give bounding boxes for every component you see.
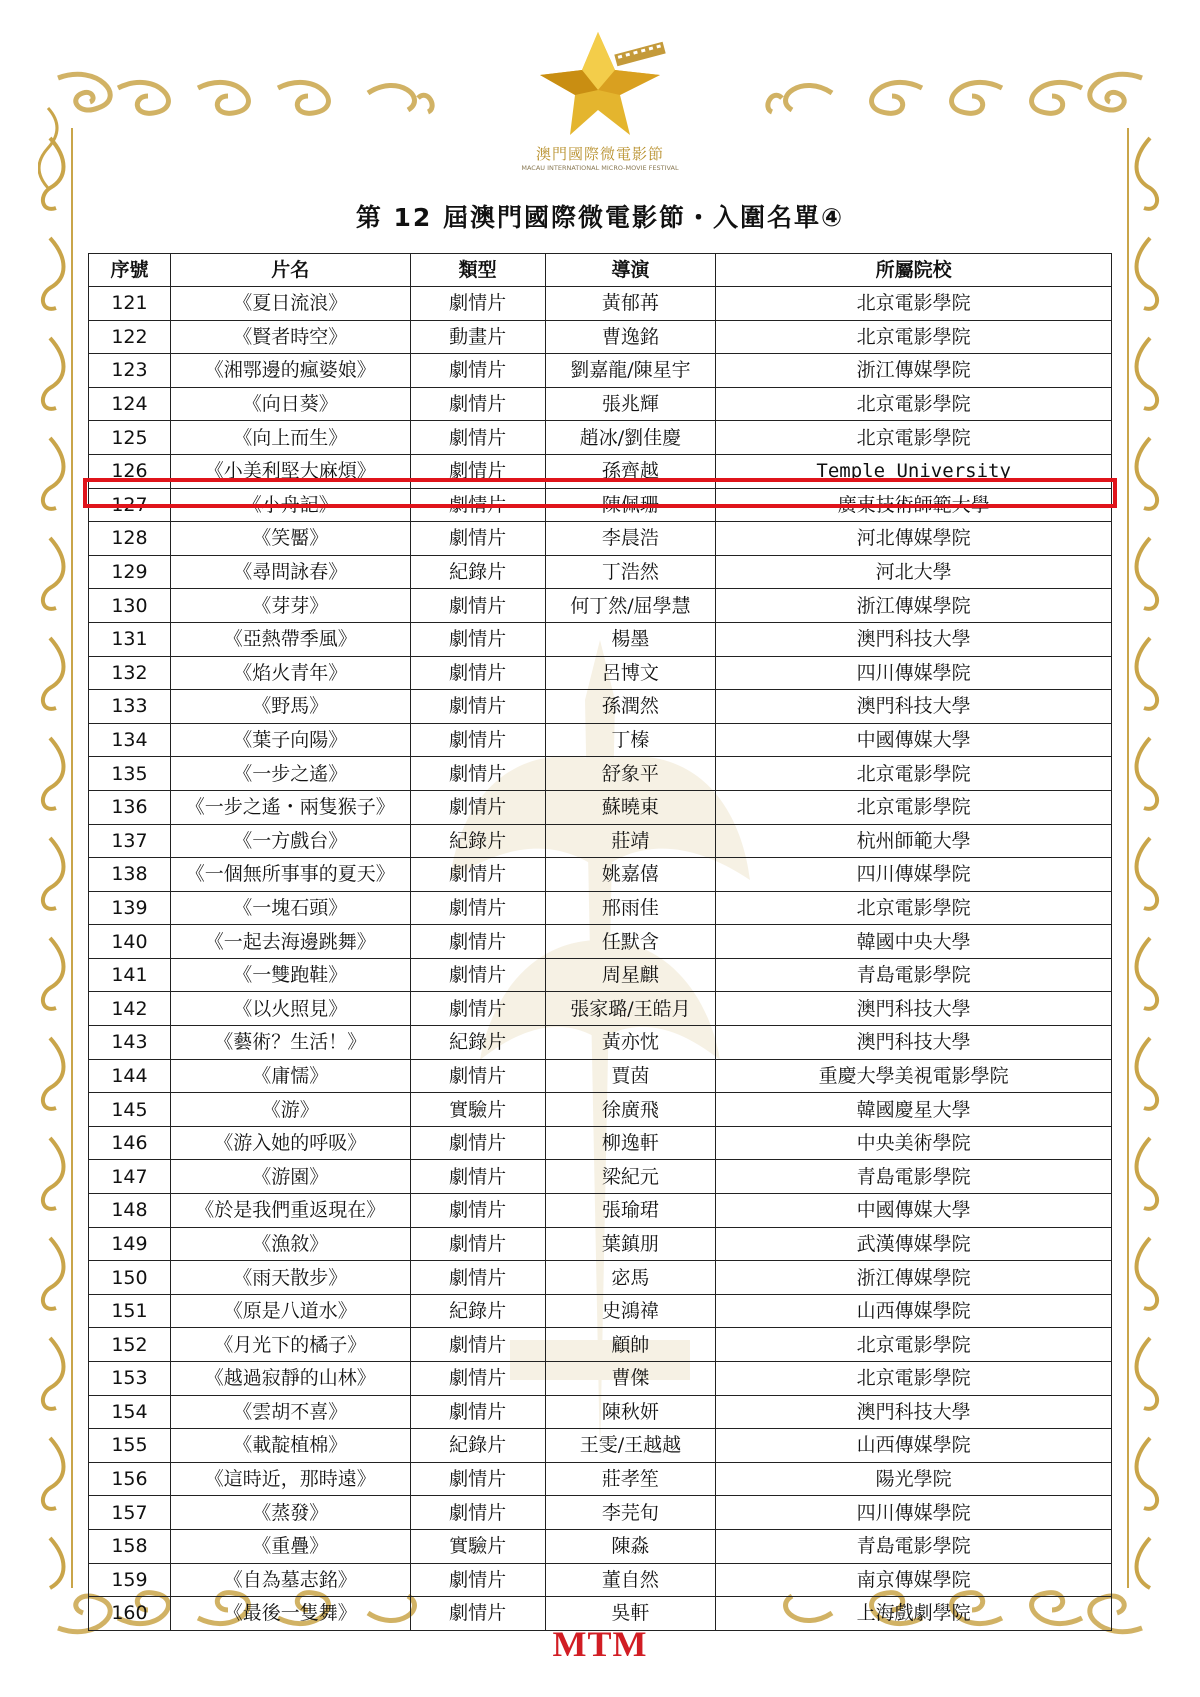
table-row: [89, 1126, 1112, 1160]
header-genre: 類型: [410, 254, 545, 287]
cell-genre: 實驗片: [410, 1529, 545, 1563]
cell-title: 《以火照見》: [170, 992, 410, 1026]
cell-school: 澳門科技大學: [716, 1395, 1112, 1429]
cell-school: 重慶大學美視電影學院: [716, 1059, 1112, 1093]
cell-number: 126: [89, 454, 171, 488]
highlighted-row-box: [83, 478, 1117, 508]
cell-title: 《一個無所事事的夏天》: [170, 858, 410, 892]
cell-title: 《庸懦》: [170, 1059, 410, 1093]
table-row: [89, 1059, 1112, 1093]
table-row: [89, 287, 1112, 321]
cell-number: 141: [89, 958, 171, 992]
cell-school: 上海戲劇學院: [716, 1597, 1112, 1631]
cell-title: 《小美利堅大麻煩》: [170, 454, 410, 488]
cell-school: 陽光學院: [716, 1462, 1112, 1496]
cell-genre: 劇情片: [410, 1395, 545, 1429]
cell-school: 河北大學: [716, 555, 1112, 589]
cell-number: 125: [89, 421, 171, 455]
cell-genre: 劇情片: [410, 858, 545, 892]
cell-director: 陳秋妍: [545, 1395, 716, 1429]
cell-genre: 劇情片: [410, 891, 545, 925]
cell-school: 北京電影學院: [716, 421, 1112, 455]
cell-school: 四川傳媒學院: [716, 858, 1112, 892]
table-row: [89, 891, 1112, 925]
cell-number: 137: [89, 824, 171, 858]
cell-director: 任默含: [545, 925, 716, 959]
cell-title: 《笑靨》: [170, 522, 410, 556]
table-row: [89, 421, 1112, 455]
cell-number: 134: [89, 723, 171, 757]
table-row: [89, 555, 1112, 589]
table-header-row: [89, 254, 1112, 287]
cell-genre: 劇情片: [410, 790, 545, 824]
table-row: [89, 1227, 1112, 1261]
cell-genre: 劇情片: [410, 287, 545, 321]
cell-school: 四川傳媒學院: [716, 1496, 1112, 1530]
header-number: 序號: [89, 254, 171, 287]
table-row: [89, 790, 1112, 824]
cell-title: 《向日葵》: [170, 387, 410, 421]
cell-genre: 劇情片: [410, 589, 545, 623]
cell-genre: 劇情片: [410, 925, 545, 959]
table-row: [89, 690, 1112, 724]
cell-school: 中央美術學院: [716, 1126, 1112, 1160]
cell-title: 《游入她的呼吸》: [170, 1126, 410, 1160]
cell-director: 柳逸軒: [545, 1126, 716, 1160]
cell-school: 廣東技術師範大學: [716, 488, 1112, 522]
cell-director: 董自然: [545, 1563, 716, 1597]
page-title: 第 12 屆澳門國際微電影節・入圍名單④: [355, 203, 845, 232]
cell-title: 《自為墓志銘》: [170, 1563, 410, 1597]
cell-director: 曹傑: [545, 1362, 716, 1396]
cell-title: 《一步之遙・兩隻猴子》: [170, 790, 410, 824]
header-director: 導演: [545, 254, 716, 287]
logo-chinese-name: 澳門國際微電影節: [535, 145, 664, 163]
cell-school: 中國傳媒大學: [716, 723, 1112, 757]
cell-director: 葉鎮朋: [545, 1227, 716, 1261]
table-row: [89, 1194, 1112, 1228]
cell-title: 《載靛植棉》: [170, 1429, 410, 1463]
table-row: [89, 1529, 1112, 1563]
table-row: [89, 1261, 1112, 1295]
cell-genre: 劇情片: [410, 1194, 545, 1228]
nominee-table: [88, 253, 1112, 1631]
cell-school: 北京電影學院: [716, 287, 1112, 321]
cell-genre: 劇情片: [410, 488, 545, 522]
cell-school: 南京傳媒學院: [716, 1563, 1112, 1597]
cell-title: 《焰火青年》: [170, 656, 410, 690]
cell-director: 顧帥: [545, 1328, 716, 1362]
cell-number: 138: [89, 858, 171, 892]
cell-director: 邢雨佳: [545, 891, 716, 925]
cell-title: 《月光下的橘子》: [170, 1328, 410, 1362]
cell-genre: 劇情片: [410, 757, 545, 791]
cell-title: 《一塊石頭》: [170, 891, 410, 925]
cell-title: 《賢者時空》: [170, 320, 410, 354]
cell-director: 李芫旬: [545, 1496, 716, 1530]
cell-genre: 劇情片: [410, 1563, 545, 1597]
cell-title: 《雨天散步》: [170, 1261, 410, 1295]
cell-genre: 劇情片: [410, 958, 545, 992]
header-school: 所屬院校: [716, 254, 1112, 287]
cell-director: 李晨浩: [545, 522, 716, 556]
cell-director: 張瑜珺: [545, 1194, 716, 1228]
cell-title: 《小舟記》: [170, 488, 410, 522]
cell-director: 何丁然/屈學慧: [545, 589, 716, 623]
cell-genre: 劇情片: [410, 723, 545, 757]
cell-school: 浙江傳媒學院: [716, 1261, 1112, 1295]
cell-number: 124: [89, 387, 171, 421]
cell-number: 157: [89, 1496, 171, 1530]
cell-director: 孫齊越: [545, 454, 716, 488]
cell-director: 舒象平: [545, 757, 716, 791]
cell-director: 周星麒: [545, 958, 716, 992]
cell-director: 黃亦忱: [545, 1026, 716, 1060]
cell-director: 梁紀元: [545, 1160, 716, 1194]
cell-title: 《蒸發》: [170, 1496, 410, 1530]
cell-director: 史鴻禕: [545, 1294, 716, 1328]
cell-school: 青島電影學院: [716, 1160, 1112, 1194]
cell-genre: 劇情片: [410, 387, 545, 421]
cell-title: 《葉子向陽》: [170, 723, 410, 757]
cell-genre: 劇情片: [410, 622, 545, 656]
cell-genre: 劇情片: [410, 992, 545, 1026]
cell-title: 《漁敘》: [170, 1227, 410, 1261]
cell-school: 北京電影學院: [716, 757, 1112, 791]
cell-number: 127: [89, 488, 171, 522]
table-row: [89, 1362, 1112, 1396]
cell-school: 山西傳媒學院: [716, 1429, 1112, 1463]
cell-number: 139: [89, 891, 171, 925]
cell-school: 澳門科技大學: [716, 1026, 1112, 1060]
cell-director: 莊靖: [545, 824, 716, 858]
cell-director: 吳軒: [545, 1597, 716, 1631]
table-row: [89, 656, 1112, 690]
cell-number: 145: [89, 1093, 171, 1127]
cell-genre: 劇情片: [410, 1261, 545, 1295]
cell-number: 122: [89, 320, 171, 354]
cell-genre: 紀錄片: [410, 1429, 545, 1463]
cell-number: 158: [89, 1529, 171, 1563]
cell-number: 147: [89, 1160, 171, 1194]
cell-genre: 劇情片: [410, 421, 545, 455]
cell-school: 山西傳媒學院: [716, 1294, 1112, 1328]
cell-director: 陳淼: [545, 1529, 716, 1563]
cell-director: 賈茵: [545, 1059, 716, 1093]
cell-school: 北京電影學院: [716, 387, 1112, 421]
table-row: [89, 1026, 1112, 1060]
cell-director: 丁浩然: [545, 555, 716, 589]
cell-number: 140: [89, 925, 171, 959]
cell-title: 《一起去海邊跳舞》: [170, 925, 410, 959]
cell-title: 《最後一隻舞》: [170, 1597, 410, 1631]
cell-genre: 劇情片: [410, 690, 545, 724]
logo-english-name: MACAU INTERNATIONAL MICRO-MOVIE FESTIVAL: [521, 164, 679, 172]
table-row: [89, 757, 1112, 791]
cell-genre: 劇情片: [410, 1362, 545, 1396]
cell-title: 《於是我們重返現在》: [170, 1194, 410, 1228]
cell-director: 孫潤然: [545, 690, 716, 724]
cell-school: 北京電影學院: [716, 1328, 1112, 1362]
cell-genre: 劇情片: [410, 656, 545, 690]
cell-title: 《湘鄂邊的瘋婆娘》: [170, 354, 410, 388]
cell-number: 151: [89, 1294, 171, 1328]
cell-director: 趙冰/劉佳慶: [545, 421, 716, 455]
cell-title: 《芽芽》: [170, 589, 410, 623]
cell-school: 青島電影學院: [716, 1529, 1112, 1563]
cell-genre: 劇情片: [410, 354, 545, 388]
cell-genre: 劇情片: [410, 1462, 545, 1496]
cell-director: 丁榛: [545, 723, 716, 757]
cell-school: 河北傳媒學院: [716, 522, 1112, 556]
cell-number: 155: [89, 1429, 171, 1463]
cell-number: 121: [89, 287, 171, 321]
cell-number: 149: [89, 1227, 171, 1261]
cell-title: 《越過寂靜的山林》: [170, 1362, 410, 1396]
cell-school: Temple University: [716, 454, 1112, 488]
table-row: [89, 1093, 1112, 1127]
cell-title: 《游》: [170, 1093, 410, 1127]
cell-school: 澳門科技大學: [716, 690, 1112, 724]
table-row: [89, 1496, 1112, 1530]
cell-genre: 實驗片: [410, 1093, 545, 1127]
cell-title: 《雲胡不喜》: [170, 1395, 410, 1429]
cell-number: 150: [89, 1261, 171, 1295]
table-row: [89, 992, 1112, 1026]
cell-director: 楊墨: [545, 622, 716, 656]
cell-title: 《這時近，那時遠》: [170, 1462, 410, 1496]
cell-number: 142: [89, 992, 171, 1026]
star-logo-icon: [520, 30, 680, 140]
cell-school: 北京電影學院: [716, 1362, 1112, 1396]
table-row: [89, 723, 1112, 757]
cell-director: 張兆輝: [545, 387, 716, 421]
table-row: [89, 1462, 1112, 1496]
table-row: [89, 1563, 1112, 1597]
cell-school: 中國傳媒大學: [716, 1194, 1112, 1228]
cell-title: 《尋問詠春》: [170, 555, 410, 589]
cell-title: 《一雙跑鞋》: [170, 958, 410, 992]
table-row: [89, 1160, 1112, 1194]
table-row: [89, 1429, 1112, 1463]
cell-title: 《夏日流浪》: [170, 287, 410, 321]
cell-school: 武漢傳媒學院: [716, 1227, 1112, 1261]
table-row: [89, 387, 1112, 421]
cell-genre: 紀錄片: [410, 555, 545, 589]
cell-school: 澳門科技大學: [716, 992, 1112, 1026]
cell-number: 129: [89, 555, 171, 589]
cell-genre: 紀錄片: [410, 824, 545, 858]
cell-director: 曹逸銘: [545, 320, 716, 354]
table-row: [89, 1294, 1112, 1328]
cell-number: 160: [89, 1597, 171, 1631]
cell-number: 136: [89, 790, 171, 824]
cell-title: 《原是八道水》: [170, 1294, 410, 1328]
cell-genre: 劇情片: [410, 1227, 545, 1261]
cell-director: 呂博文: [545, 656, 716, 690]
cell-school: 青島電影學院: [716, 958, 1112, 992]
cell-genre: 劇情片: [410, 1059, 545, 1093]
cell-title: 《一步之遙》: [170, 757, 410, 791]
cell-genre: 劇情片: [410, 1160, 545, 1194]
cell-school: 四川傳媒學院: [716, 656, 1112, 690]
cell-title: 《藝術？生活！》: [170, 1026, 410, 1060]
cell-number: 152: [89, 1328, 171, 1362]
table-row: [89, 1328, 1112, 1362]
cell-director: 陳佩珊: [545, 488, 716, 522]
cell-director: 劉嘉龍/陳星宇: [545, 354, 716, 388]
cell-director: 徐廣飛: [545, 1093, 716, 1127]
cell-number: 153: [89, 1362, 171, 1396]
cell-genre: 劇情片: [410, 522, 545, 556]
header-title: 片名: [170, 254, 410, 287]
cell-school: 韓國中央大學: [716, 925, 1112, 959]
cell-genre: 劇情片: [410, 1597, 545, 1631]
cell-school: 澳門科技大學: [716, 622, 1112, 656]
cell-title: 《游園》: [170, 1160, 410, 1194]
mtm-brand: MTM: [552, 1624, 648, 1664]
cell-number: 132: [89, 656, 171, 690]
table-row: [89, 589, 1112, 623]
cell-director: 姚嘉僖: [545, 858, 716, 892]
cell-school: 浙江傳媒學院: [716, 354, 1112, 388]
cell-genre: 劇情片: [410, 1126, 545, 1160]
cell-director: 黃郁苒: [545, 287, 716, 321]
cell-genre: 劇情片: [410, 1496, 545, 1530]
table-row: [89, 622, 1112, 656]
cell-genre: 紀錄片: [410, 1026, 545, 1060]
cell-number: 146: [89, 1126, 171, 1160]
festival-logo: [520, 30, 680, 170]
table-row: [89, 320, 1112, 354]
cell-school: 浙江傳媒學院: [716, 589, 1112, 623]
cell-number: 143: [89, 1026, 171, 1060]
cell-director: 王雯/王越越: [545, 1429, 716, 1463]
cell-school: 杭州師範大學: [716, 824, 1112, 858]
cell-director: 莊孝笙: [545, 1462, 716, 1496]
cell-school: 北京電影學院: [716, 790, 1112, 824]
cell-number: 144: [89, 1059, 171, 1093]
cell-genre: 紀錄片: [410, 1294, 545, 1328]
cell-genre: 劇情片: [410, 1328, 545, 1362]
cell-number: 159: [89, 1563, 171, 1597]
cell-title: 《向上而生》: [170, 421, 410, 455]
table-row: [89, 958, 1112, 992]
cell-school: 韓國慶星大學: [716, 1093, 1112, 1127]
cell-number: 135: [89, 757, 171, 791]
table-row: [89, 925, 1112, 959]
table-row: [89, 354, 1112, 388]
cell-title: 《野馬》: [170, 690, 410, 724]
cell-number: 123: [89, 354, 171, 388]
cell-number: 148: [89, 1194, 171, 1228]
cell-school: 北京電影學院: [716, 891, 1112, 925]
cell-genre: 劇情片: [410, 454, 545, 488]
cell-school: 北京電影學院: [716, 320, 1112, 354]
cell-director: 宓馬: [545, 1261, 716, 1295]
cell-title: 《重疊》: [170, 1529, 410, 1563]
cell-number: 128: [89, 522, 171, 556]
cell-genre: 動畫片: [410, 320, 545, 354]
cell-number: 131: [89, 622, 171, 656]
cell-director: 張家璐/王皓月: [545, 992, 716, 1026]
cell-number: 130: [89, 589, 171, 623]
cell-number: 154: [89, 1395, 171, 1429]
cell-number: 133: [89, 690, 171, 724]
table-row: [89, 858, 1112, 892]
table-row: [89, 1395, 1112, 1429]
cell-title: 《一方戲台》: [170, 824, 410, 858]
table-row: [89, 522, 1112, 556]
cell-number: 156: [89, 1462, 171, 1496]
table-row: [89, 824, 1112, 858]
cell-title: 《亞熱帶季風》: [170, 622, 410, 656]
cell-director: 蘇曉東: [545, 790, 716, 824]
